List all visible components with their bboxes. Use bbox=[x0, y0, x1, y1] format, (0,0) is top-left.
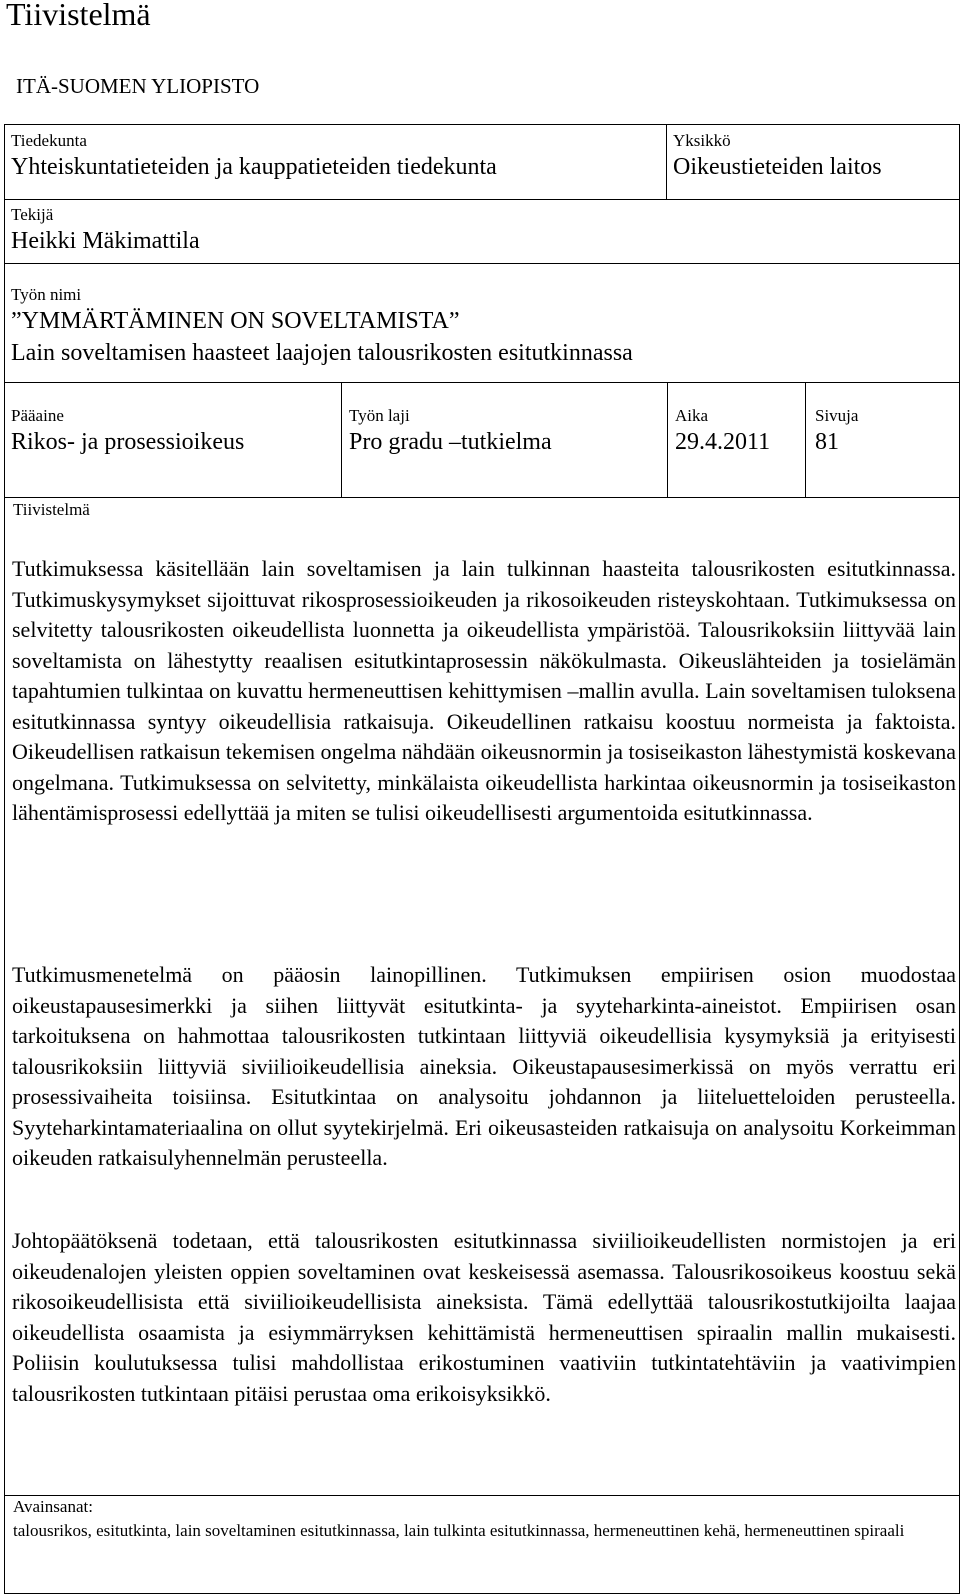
divider bbox=[5, 382, 959, 383]
abstract-paragraph: Johtopäätöksenä todetaan, että talousrikosten esitutkinnassa siviilioikeudellisten normistojen ja eri oikeudenalojen yleisten oppien soveltaminen ovat keskeisessä asemassa. Talousrikosoikeus koostuu sekä rikosoikeudellisista että siviilioikeudellisista aineksista. Tämä edellyttää talousrikostutkijoilta laajaa oikeudellista osaamista ja esiymmärryksen kehittämistä hermeneuttisen spiraalin mallin mukaisesti. Poliisin koulutuksessa tulisi mahdollistaa erikostuminen vaativiin tutkintatehtäviin ja vaativimpien talousrikosten tutkintaan pitäisi perustaa oma erikoisyksikkö. bbox=[12, 1228, 956, 1406]
divider bbox=[5, 199, 959, 200]
date-value: 29.4.2011 bbox=[675, 429, 771, 455]
major-field bbox=[11, 406, 244, 458]
author-field bbox=[11, 205, 200, 257]
keywords-value: talousrikos, esitutkinta, lain soveltaminen esitutkinnassa, lain tulkinta esitutkinnassa, hermeneuttinen kehä, hermeneuttinen spiraali bbox=[13, 1521, 905, 1540]
major-label: Pääaine bbox=[11, 406, 64, 425]
work-title-line1: ”YMMÄRTÄMINEN ON SOVELTAMISTA” bbox=[11, 308, 460, 334]
work-title-field bbox=[11, 285, 633, 369]
divider bbox=[5, 497, 959, 498]
work-type-value: Pro gradu –tutkielma bbox=[349, 429, 552, 455]
divider bbox=[667, 382, 668, 497]
work-type-label: Työn laji bbox=[349, 406, 410, 425]
major-value: Rikos- ja prosessioikeus bbox=[11, 429, 245, 455]
author-label: Tekijä bbox=[11, 205, 54, 224]
abstract-paragraph: Tutkimuksessa käsitellään lain soveltamisen ja lain tulkinnan haasteita talousrikosten esitutkinnassa. Tutkimuskysymykset sijoittuvat rikosprosessioikeuden ja rikosoikeuden risteyskohtaan. Tutkimuksessa on selvitetty talousrikosten oikeudellista luonnetta ja oikeudellista ympäristöä. Talousrikoksiin liittyvää lain soveltamista on lähestytty reaalisen esitutkintaprosessin näkökulmasta. Oikeuslähteiden ja tosielämän tapahtumien tulkintaa on kuvattu hermeneuttisen kehittymisen –mallin avulla. Lain soveltamisen tuloksena esitutkinnassa syntyy oikeudellisia ratkaisuja. Oikeudellinen ratkaisu koostuu normeista ja faktoista. Oikeudellisen ratkaisun tekemisen ongelma nähdään oikeusnormin ja tosiseikaston lähestymistä koskevana ongelmana. Tutkimuksessa on selvitetty, minkälaista oikeudellista harkintaa oikeusnormin ja tosiseikaston lähentämisprosessi edellyttää ja miten se tulisi oikeudellisesti argumentoida esitutkinnassa. bbox=[12, 556, 956, 825]
pages-field bbox=[815, 406, 858, 458]
abstract-label: Tiivistelmä bbox=[13, 500, 90, 519]
author-value: Heikki Mäkimattila bbox=[11, 228, 200, 254]
faculty-label: Tiedekunta bbox=[11, 131, 87, 150]
pages-value: 81 bbox=[815, 429, 839, 455]
divider bbox=[341, 382, 342, 497]
university-name: ITÄ-SUOMEN YLIOPISTO bbox=[16, 74, 260, 98]
divider bbox=[5, 1495, 959, 1496]
faculty-field bbox=[11, 131, 497, 183]
pages-label: Sivuja bbox=[815, 406, 859, 425]
page-title: Tiivistelmä bbox=[6, 0, 151, 32]
abstract-paragraph: Tutkimusmenetelmä on pääosin lainopillinen. Tutkimuksen empiirisen osion muodostaa oikeustapausesimerkki ja siihen liittyvät esitutkinta- ja syyteharkinta-aineistot. Empiirisen osan tarkoituksena on hahmottaa talousrikosten tutkintaan liittyviä oikeudellisia kysymyksiä ja erityisesti talousrikoksiin liittyviä siviilioikeudellisia aineksia. Oikeustapausesimerkissä on myös verrattu eri prosessivaiheita toisiinsa. Esitutkintaa on analysoitu johdannon ja liiteluetteloiden perusteella. Syyteharkintamateriaalina on ollut syytekirjelmä. Eri oikeusasteiden ratkaisuja on analysoitu Korkeimman oikeuden ratkaisulyhennelmän perusteella. bbox=[12, 962, 956, 1170]
unit-value: Oikeustieteiden laitos bbox=[673, 154, 882, 180]
unit-field bbox=[673, 131, 882, 183]
divider bbox=[666, 125, 667, 199]
work-type-field bbox=[349, 406, 552, 458]
date-label: Aika bbox=[675, 406, 709, 425]
faculty-value: Yhteiskuntatieteiden ja kauppatieteiden tiedekunta bbox=[11, 154, 497, 180]
keywords-label: Avainsanat: bbox=[13, 1497, 93, 1516]
unit-label: Yksikkö bbox=[673, 131, 731, 150]
date-field bbox=[675, 406, 770, 458]
divider bbox=[5, 263, 959, 264]
abstract-form bbox=[4, 124, 960, 1594]
divider bbox=[805, 382, 806, 497]
work-title-label: Työn nimi bbox=[11, 285, 82, 304]
work-title-line2: Lain soveltamisen haasteet laajojen talousrikosten esitutkinnassa bbox=[11, 340, 633, 366]
